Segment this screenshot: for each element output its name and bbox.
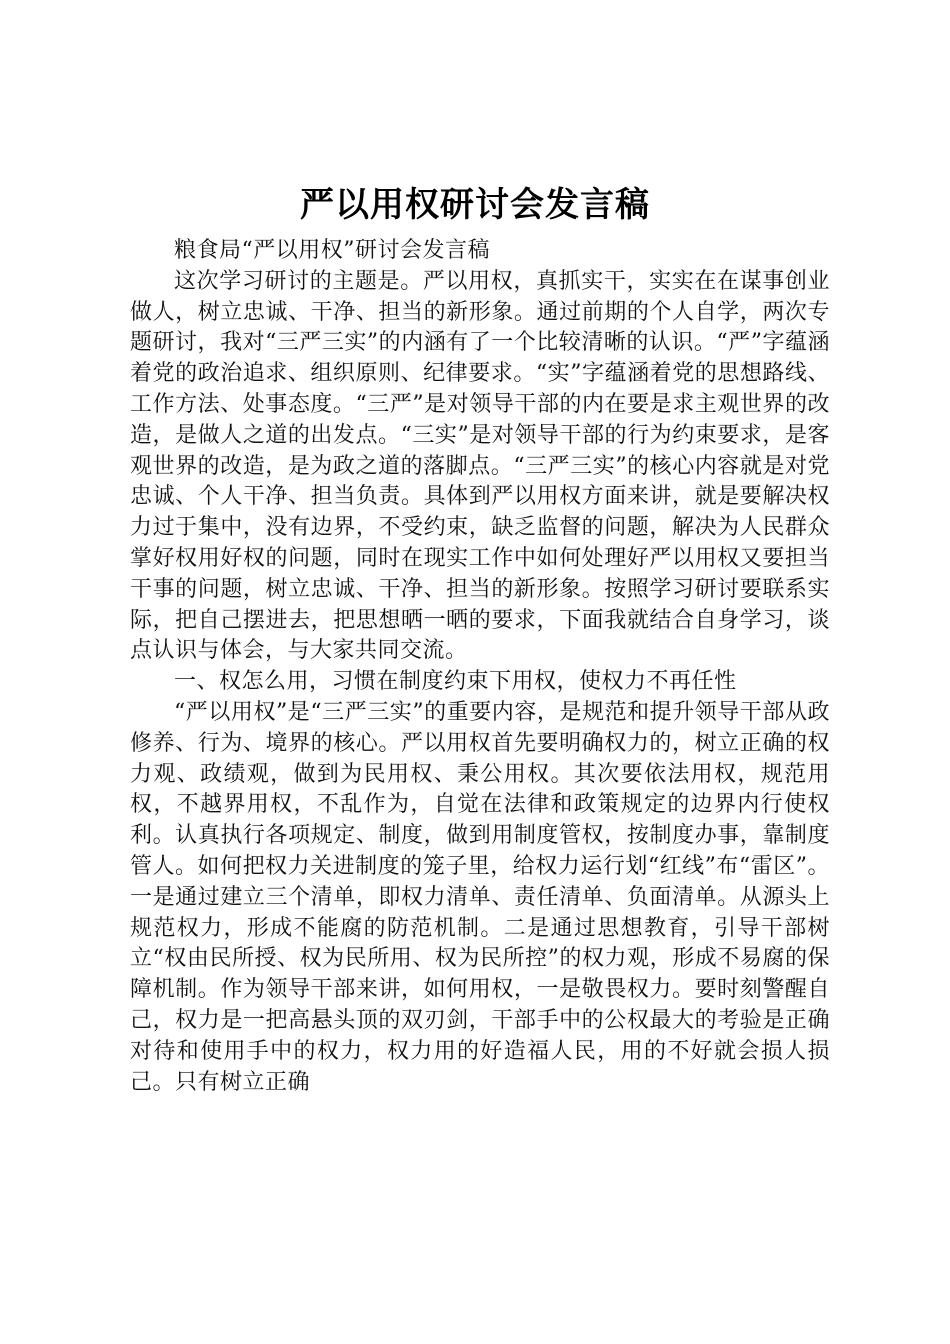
document-body: [130, 236, 830, 1098]
document-subtitle: 粮食局“严以用权”研讨会发言稿: [174, 238, 490, 263]
paragraph-intro: 这次学习研讨的主题是。严以用权，真抓实干，实实在在谋事创业做人，树立忠诚、干净、担当的新形象。通过前期的个人自学，两次专题研讨，我对“三严三实”的内涵有了一个比较清晰的认识。“严”字蕴涵着党的政治追求、组织原则、纪律要求。“实”字蕴涵着党的思想路线、工作方法、处事态度。“三严”是对领导干部的内在要是求主观世界的改造，是做人之道的出发点。“三实”是对领导干部的行为约束要求，是客观世界的改造，是为政之道的落脚点。“三严三实”的核心内容就是对党忠诚、个人干净、担当负责。具体到严以用权方面来讲，就是要解决权力过于集中，没有边界，不受约束，缺乏监督的问题，解决为人民群众掌好权用好权的问题，同时在现实工作中如何处理好严以用权又要担当干事的问题，树立忠诚、干净、担当的新形象。按照学习研讨要联系实际，把自己摆进去，把思想晒一晒的要求，下面我就结合自身学习，谈点认识与体会，与大家共同交流。: [130, 268, 830, 664]
paragraph-section-1: “严以用权”是“三严三实”的重要内容，是规范和提升领导干部从政修养、行为、境界的核心。严以用权首先要明确权力的，树立正确的权力观、政绩观，做到为民用权、秉公用权。其次要依法用权，规范用权，不越界用权，不乱作为，自觉在法律和政策规定的边界内行使权利。认真执行各项规定、制度，做到用制度管权，按制度办事，靠制度管人。如何把权力关进制度的笼子里，给权力运行划“红线”布“雷区”。一是通过建立三个清单，即权力清单、责任清单、负面清单。从源头上规范权力，形成不能腐的防范机制。二是通过思想教育，引导干部树立“权由民所授、权为民所用、权为民所控”的权力观，形成不易腐的保障机制。作为领导干部来讲，如何用权，一是敬畏权力。要时刻警醒自己，权力是一把高悬头顶的双刃剑，干部手中的公权最大的考验是正确对待和使用手中的权力，权力用的好造福人民，用的不好就会损人损己。只有树立正确: [130, 699, 830, 1095]
section-heading-1: 一、权怎么用，习惯在制度约束下用权，使权力不再任性: [174, 669, 737, 695]
document-title: 严以用权研讨会发言稿: [300, 185, 650, 225]
